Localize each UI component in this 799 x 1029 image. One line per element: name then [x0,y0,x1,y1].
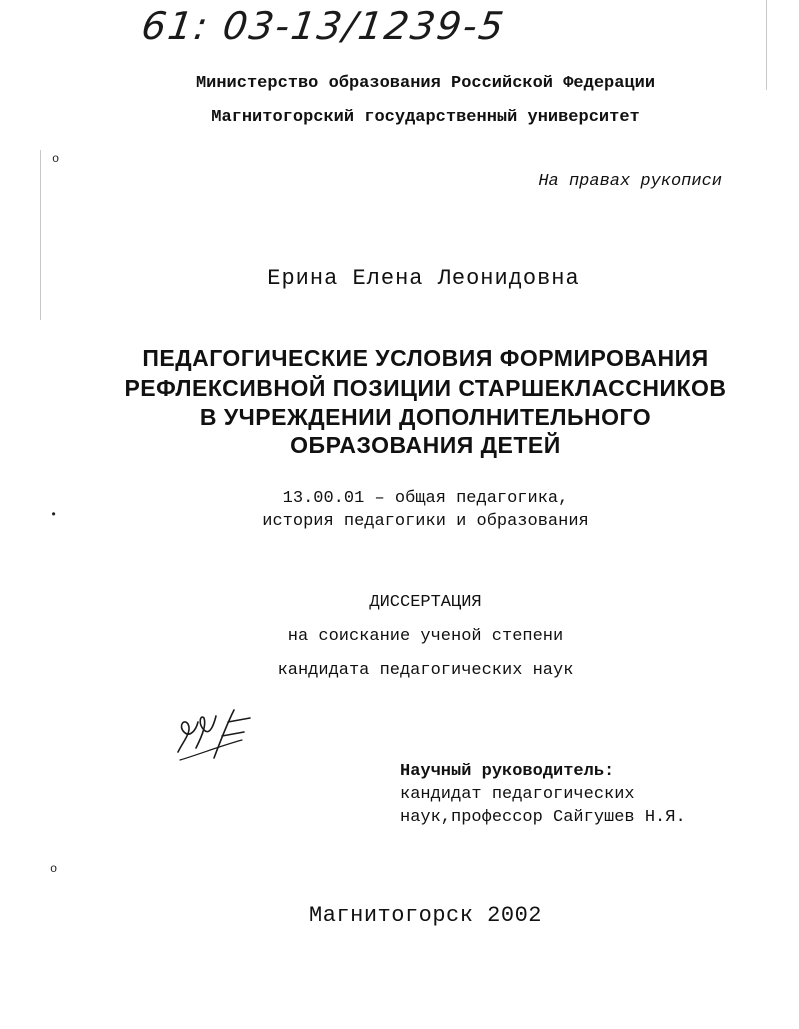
specialty-line: история педагогики и образования [262,512,589,531]
thesis-title-line: ОБРАЗОВАНИЯ ДЕТЕЙ [290,432,561,458]
city-year: Магнитогорск 2002 [309,903,542,928]
thesis-title-line: В УЧРЕЖДЕНИИ ДОПОЛНИТЕЛЬНОГО [199,404,652,430]
thesis-title-line: РЕФЛЕКСИВНОЙ ПОЗИЦИИ СТАРШЕКЛАССНИКОВ [124,375,727,401]
supervisor-name: наук,профессор Сайгушев Н.Я. [400,808,686,827]
rights-note: На правах рукописи [538,172,722,191]
degree-line: кандидата педагогических наук [277,661,574,680]
supervisor-label: Научный руководитель: [400,762,615,781]
author-name: Ерина Елена Леонидовна [267,266,580,291]
document-type: ДИССЕРТАЦИЯ [369,593,482,612]
scan-edge-line [40,150,41,320]
handwritten-signature [170,702,260,766]
supervisor-block [400,760,686,829]
punch-hole-mark: • [50,508,58,522]
degree-line: на соискание ученой степени [287,627,564,646]
university-name: Магнитогорский государственный университет [211,108,640,127]
punch-hole-mark: o [52,152,60,166]
punch-hole-mark: o [50,862,58,876]
supervisor-degree: кандидат педагогических [400,785,635,804]
catalog-number: 61: 03-13/1239-5 [138,4,509,48]
specialty-line: 13.00.01 – общая педагогика, [282,489,569,508]
thesis-title-line: ПЕДАГОГИЧЕСКИЕ УСЛОВИЯ ФОРМИРОВАНИЯ [142,345,709,371]
ministry-name: Министерство образования Российской Федерации [195,74,656,93]
